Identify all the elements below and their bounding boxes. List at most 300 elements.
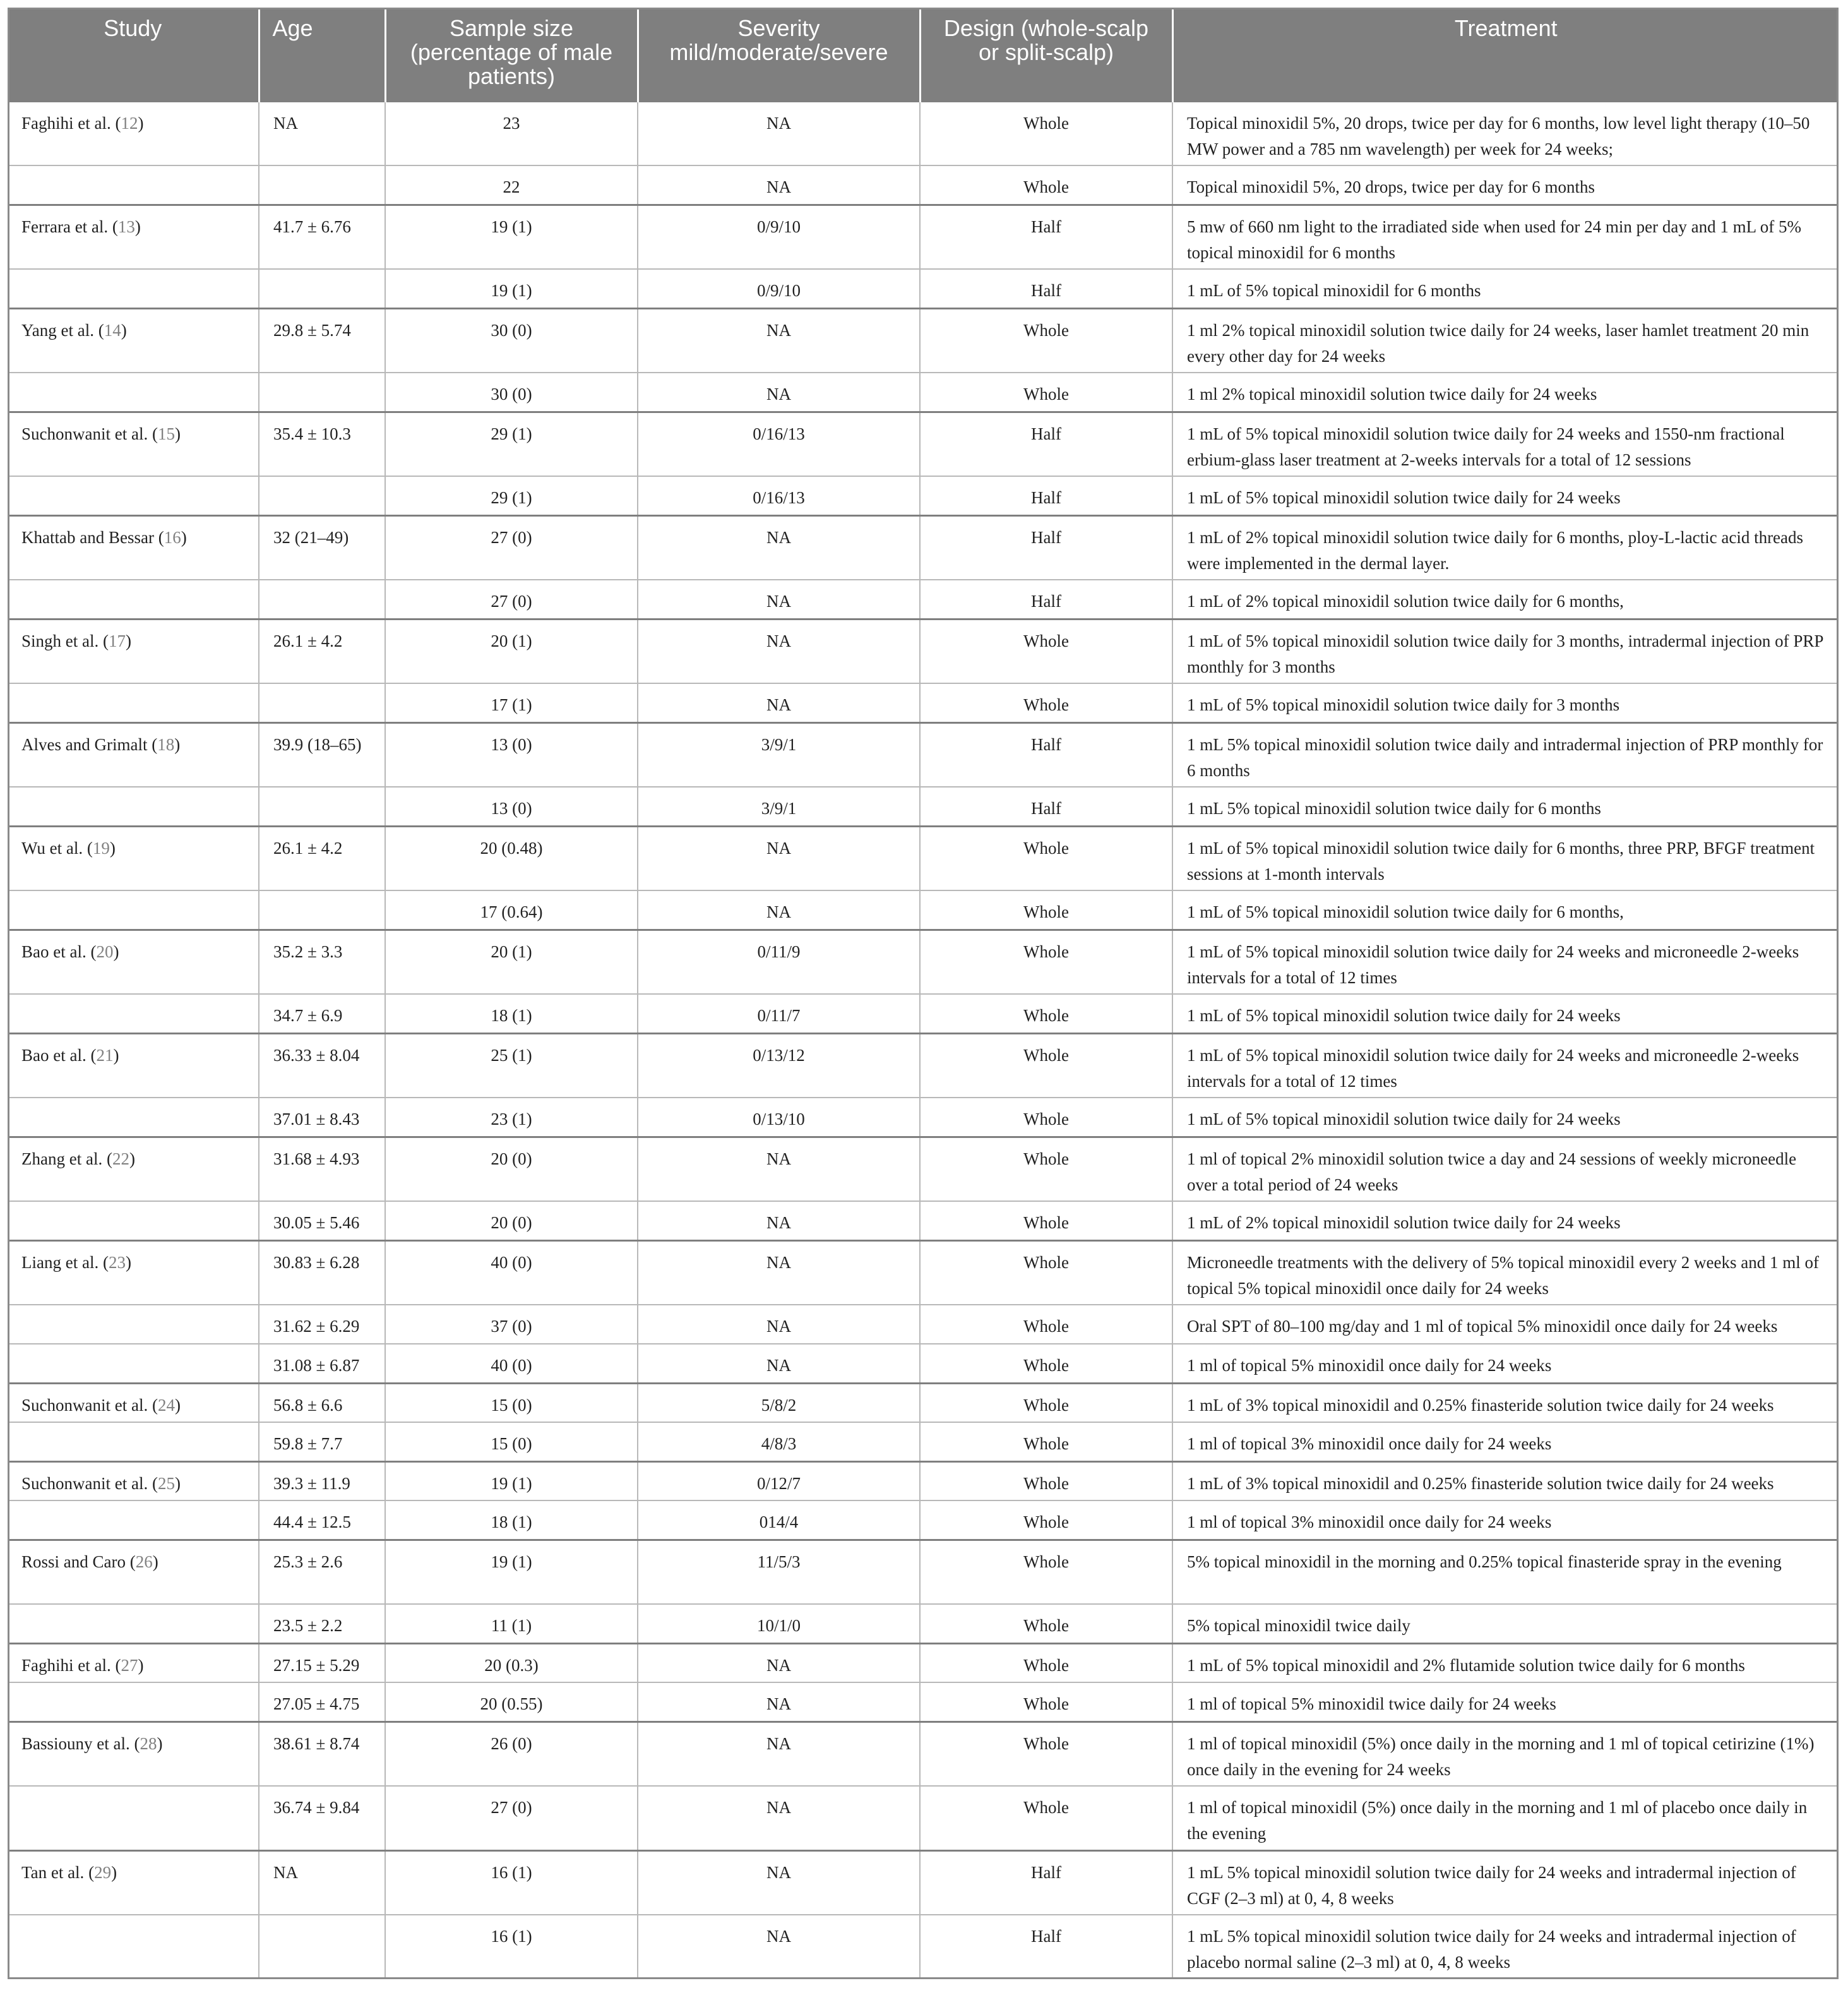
age-cell: 25.3 ± 2.6 xyxy=(259,1540,385,1604)
sample-size-cell: 19 (1) xyxy=(385,269,638,308)
age-cell: 36.74 ± 9.84 xyxy=(259,1786,385,1850)
sample-size-cell: 15 (0) xyxy=(385,1383,638,1422)
study-cell: Liang et al. (23) xyxy=(8,1240,259,1305)
age-cell: 36.33 ± 8.04 xyxy=(259,1033,385,1098)
table-row xyxy=(8,1344,1839,1383)
reference-link[interactable]: 27 xyxy=(121,1655,138,1675)
study-cell xyxy=(8,683,259,722)
age-cell: NA xyxy=(259,101,385,165)
table-row xyxy=(8,1682,1839,1722)
age-cell: 26.1 ± 4.2 xyxy=(259,826,385,890)
age-cell: 29.8 ± 5.74 xyxy=(259,308,385,373)
table-row xyxy=(8,930,1839,994)
design-cell: Whole xyxy=(920,1201,1172,1240)
sample-size-cell: 22 xyxy=(385,165,638,205)
severity-cell: 4/8/3 xyxy=(638,1422,920,1461)
treatment-cell: Microneedle treatments with the delivery of 5% topical minoxidil every 2 weeks and 1 ml of topical 5% topical minoxidil once daily for 24 weeks xyxy=(1172,1240,1839,1305)
study-cell xyxy=(8,1786,259,1850)
severity-cell: NA xyxy=(638,890,920,930)
age-cell: 27.05 ± 4.75 xyxy=(259,1682,385,1722)
sample-size-cell: 20 (1) xyxy=(385,619,638,683)
sample-size-cell: 27 (0) xyxy=(385,1786,638,1850)
study-cell xyxy=(8,1422,259,1461)
sample-size-cell: 23 xyxy=(385,101,638,165)
study-cell: Bao et al. (21) xyxy=(8,1033,259,1098)
table-row xyxy=(8,722,1839,787)
study-cell: Alves and Grimalt (18) xyxy=(8,722,259,787)
severity-cell: NA xyxy=(638,619,920,683)
design-cell: Whole xyxy=(920,101,1172,165)
severity-cell: NA xyxy=(638,1240,920,1305)
treatment-cell: 1 mL 5% topical minoxidil solution twice daily for 6 months xyxy=(1172,787,1839,826)
severity-cell: NA xyxy=(638,1344,920,1383)
age-cell: 31.62 ± 6.29 xyxy=(259,1305,385,1344)
severity-cell: NA xyxy=(638,373,920,412)
severity-cell: 014/4 xyxy=(638,1500,920,1540)
age-cell xyxy=(259,476,385,515)
table-row xyxy=(8,1098,1839,1137)
severity-cell: NA xyxy=(638,683,920,722)
age-cell: 38.61 ± 8.74 xyxy=(259,1722,385,1786)
treatment-cell: 1 mL of 5% topical minoxidil and 2% flutamide solution twice daily for 6 months xyxy=(1172,1643,1839,1682)
age-cell: 27.15 ± 5.29 xyxy=(259,1643,385,1682)
treatment-cell: 1 ml of topical 3% minoxidil once daily for 24 weeks xyxy=(1172,1500,1839,1540)
table-row xyxy=(8,1201,1839,1240)
sample-size-cell: 19 (1) xyxy=(385,205,638,269)
study-name: Suchonwanit et al. xyxy=(21,1395,148,1415)
design-cell: Whole xyxy=(920,1786,1172,1850)
age-cell: 41.7 ± 6.76 xyxy=(259,205,385,269)
study-cell xyxy=(8,1098,259,1137)
severity-cell: 0/11/7 xyxy=(638,994,920,1033)
treatment-cell: 1 mL of 5% topical minoxidil solution twice daily for 24 weeks xyxy=(1172,476,1839,515)
study-name: Khattab and Bessar xyxy=(21,527,154,547)
table-header xyxy=(8,8,1839,101)
study-name: Faghihi et al. xyxy=(21,113,111,133)
design-cell: Whole xyxy=(920,930,1172,994)
sample-size-cell: 26 (0) xyxy=(385,1722,638,1786)
reference-link[interactable]: 24 xyxy=(157,1395,175,1415)
severity-cell: NA xyxy=(638,1850,920,1915)
table-row xyxy=(8,890,1839,930)
design-cell: Half xyxy=(920,1850,1172,1915)
severity-cell: NA xyxy=(638,308,920,373)
treatment-cell: 1 mL of 3% topical minoxidil and 0.25% finasteride solution twice daily for 24 weeks xyxy=(1172,1461,1839,1500)
age-cell xyxy=(259,1915,385,1979)
reference-link[interactable]: 15 xyxy=(157,424,175,443)
study-cell: Singh et al. (17) xyxy=(8,619,259,683)
sample-size-cell: 40 (0) xyxy=(385,1240,638,1305)
age-cell: 59.8 ± 7.7 xyxy=(259,1422,385,1461)
table-row xyxy=(8,515,1839,580)
study-name: Suchonwanit et al. xyxy=(21,1473,148,1493)
study-cell: Wu et al. (19) xyxy=(8,826,259,890)
table-row xyxy=(8,619,1839,683)
sample-size-cell: 18 (1) xyxy=(385,994,638,1033)
design-cell: Whole xyxy=(920,1540,1172,1604)
reference-link[interactable]: 23 xyxy=(108,1252,126,1272)
design-cell: Whole xyxy=(920,1137,1172,1201)
header-sample-size: Sample size (percentage of male patients) xyxy=(385,8,638,101)
severity-cell: 0/13/10 xyxy=(638,1098,920,1137)
treatment-cell: Topical minoxidil 5%, 20 drops, twice per day for 6 months, low level light therapy (10–50 MW power and a 785 nm wavelength) per week for 24 weeks; xyxy=(1172,101,1839,165)
age-cell xyxy=(259,580,385,619)
severity-cell: 3/9/1 xyxy=(638,787,920,826)
age-cell xyxy=(259,373,385,412)
severity-cell: 0/11/9 xyxy=(638,930,920,994)
reference-link[interactable]: 25 xyxy=(157,1473,175,1493)
age-cell: 35.4 ± 10.3 xyxy=(259,412,385,476)
treatment-cell: 1 ml of topical 2% minoxidil solution twice a day and 24 sessions of weekly microneedle over a total period of 24 weeks xyxy=(1172,1137,1839,1201)
treatment-cell: 1 ml of topical 5% minoxidil once daily for 24 weeks xyxy=(1172,1344,1839,1383)
design-cell: Whole xyxy=(920,994,1172,1033)
treatment-cell: Oral SPT of 80–100 mg/day and 1 ml of topical 5% minoxidil once daily for 24 weeks xyxy=(1172,1305,1839,1344)
table-row xyxy=(8,1461,1839,1500)
treatment-cell: 1 ml of topical minoxidil (5%) once daily in the morning and 1 ml of placebo once daily in the evening xyxy=(1172,1786,1839,1850)
sample-size-cell: 30 (0) xyxy=(385,308,638,373)
treatment-cell: 1 mL of 3% topical minoxidil and 0.25% finasteride solution twice daily for 24 weeks xyxy=(1172,1383,1839,1422)
sample-size-cell: 20 (0.55) xyxy=(385,1682,638,1722)
design-cell: Whole xyxy=(920,1240,1172,1305)
severity-cell: NA xyxy=(638,1137,920,1201)
severity-cell: 0/16/13 xyxy=(638,412,920,476)
study-cell xyxy=(8,269,259,308)
study-cell: Zhang et al. (22) xyxy=(8,1137,259,1201)
sample-size-cell: 15 (0) xyxy=(385,1422,638,1461)
table-row xyxy=(8,165,1839,205)
sample-size-cell: 16 (1) xyxy=(385,1850,638,1915)
sample-size-cell: 29 (1) xyxy=(385,476,638,515)
studies-table xyxy=(8,8,1839,1979)
reference-link[interactable]: 19 xyxy=(92,838,110,858)
study-name: Wu et al. xyxy=(21,838,83,858)
design-cell: Whole xyxy=(920,165,1172,205)
sample-size-cell: 20 (0) xyxy=(385,1201,638,1240)
study-name: Suchonwanit et al. xyxy=(21,424,148,443)
table-row xyxy=(8,1305,1839,1344)
severity-cell: 0/12/7 xyxy=(638,1461,920,1500)
treatment-cell: 1 mL of 5% topical minoxidil solution twice daily for 3 months xyxy=(1172,683,1839,722)
design-cell: Half xyxy=(920,476,1172,515)
severity-cell: NA xyxy=(638,1201,920,1240)
treatment-cell: 1 mL of 5% topical minoxidil solution twice daily for 24 weeks xyxy=(1172,1098,1839,1137)
table-row xyxy=(8,1500,1839,1540)
sample-size-cell: 20 (0.48) xyxy=(385,826,638,890)
design-cell: Whole xyxy=(920,1722,1172,1786)
sample-size-cell: 25 (1) xyxy=(385,1033,638,1098)
table-row xyxy=(8,580,1839,619)
treatment-cell: 1 mL of 5% topical minoxidil solution twice daily for 24 weeks and microneedle 2-weeks intervals for a total of 12 times xyxy=(1172,930,1839,994)
sample-size-cell: 27 (0) xyxy=(385,580,638,619)
design-cell: Whole xyxy=(920,1098,1172,1137)
severity-cell: 3/9/1 xyxy=(638,722,920,787)
study-cell: Yang et al. (14) xyxy=(8,308,259,373)
study-cell xyxy=(8,1344,259,1383)
age-cell: 31.68 ± 4.93 xyxy=(259,1137,385,1201)
treatment-cell: 1 mL 5% topical minoxidil solution twice daily for 24 weeks and intradermal injection of CGF (2–3 ml) at 0, 4, 8 weeks xyxy=(1172,1850,1839,1915)
age-cell: 23.5 ± 2.2 xyxy=(259,1604,385,1643)
age-cell: 35.2 ± 3.3 xyxy=(259,930,385,994)
design-cell: Half xyxy=(920,269,1172,308)
study-name: Alves and Grimalt xyxy=(21,734,148,754)
design-cell: Half xyxy=(920,580,1172,619)
design-cell: Half xyxy=(920,412,1172,476)
treatment-cell: 1 mL of 2% topical minoxidil solution twice daily for 24 weeks xyxy=(1172,1201,1839,1240)
design-cell: Whole xyxy=(920,1461,1172,1500)
severity-cell: NA xyxy=(638,1682,920,1722)
study-cell xyxy=(8,373,259,412)
design-cell: Whole xyxy=(920,1383,1172,1422)
design-cell: Whole xyxy=(920,373,1172,412)
reference-link[interactable]: 28 xyxy=(140,1734,157,1753)
table-body xyxy=(8,101,1839,1979)
table-row xyxy=(8,1540,1839,1604)
design-cell: Whole xyxy=(920,619,1172,683)
table-row xyxy=(8,994,1839,1033)
age-cell: 30.05 ± 5.46 xyxy=(259,1201,385,1240)
age-cell: 32 (21–49) xyxy=(259,515,385,580)
treatment-cell: 1 ml of topical 5% minoxidil twice daily for 24 weeks xyxy=(1172,1682,1839,1722)
age-cell: 34.7 ± 6.9 xyxy=(259,994,385,1033)
design-cell: Whole xyxy=(920,1500,1172,1540)
severity-cell: 0/16/13 xyxy=(638,476,920,515)
study-name: Rossi and Caro xyxy=(21,1552,126,1571)
severity-cell: NA xyxy=(638,1305,920,1344)
treatment-cell: 1 mL 5% topical minoxidil solution twice daily for 24 weeks and intradermal injection of placebo normal saline (2–3 ml) at 0, 4, 8 weeks xyxy=(1172,1915,1839,1979)
reference-link[interactable]: 20 xyxy=(96,942,114,961)
sample-size-cell: 20 (0.3) xyxy=(385,1643,638,1682)
header-design: Design (whole-scalp or split-scalp) xyxy=(920,8,1172,101)
study-cell: Bao et al. (20) xyxy=(8,930,259,994)
table-row xyxy=(8,476,1839,515)
study-cell xyxy=(8,1500,259,1540)
treatment-cell: 1 mL of 5% topical minoxidil solution twice daily for 6 months, xyxy=(1172,890,1839,930)
sample-size-cell: 11 (1) xyxy=(385,1604,638,1643)
table-row xyxy=(8,1422,1839,1461)
study-cell: Faghihi et al. (27) xyxy=(8,1643,259,1682)
study-name: Singh et al. xyxy=(21,631,99,650)
reference-link[interactable]: 18 xyxy=(157,734,175,754)
study-cell xyxy=(8,787,259,826)
sample-size-cell: 40 (0) xyxy=(385,1344,638,1383)
age-cell: 39.3 ± 11.9 xyxy=(259,1461,385,1500)
design-cell: Whole xyxy=(920,890,1172,930)
severity-cell: NA xyxy=(638,1786,920,1850)
table-row xyxy=(8,269,1839,308)
reference-link[interactable]: 21 xyxy=(96,1045,114,1065)
table-row xyxy=(8,683,1839,722)
sample-size-cell: 18 (1) xyxy=(385,1500,638,1540)
severity-cell: NA xyxy=(638,101,920,165)
treatment-cell: 1 mL of 2% topical minoxidil solution twice daily for 6 months, xyxy=(1172,580,1839,619)
design-cell: Whole xyxy=(920,1033,1172,1098)
study-cell: Suchonwanit et al. (25) xyxy=(8,1461,259,1500)
reference-link[interactable]: 26 xyxy=(135,1552,153,1571)
study-name: Zhang et al. xyxy=(21,1149,103,1168)
header-treatment: Treatment xyxy=(1172,8,1839,101)
treatment-cell: 1 mL of 5% topical minoxidil solution twice daily for 24 weeks xyxy=(1172,994,1839,1033)
age-cell xyxy=(259,165,385,205)
sample-size-cell: 19 (1) xyxy=(385,1540,638,1604)
sample-size-cell: 27 (0) xyxy=(385,515,638,580)
treatment-cell: 5% topical minoxidil in the morning and 0.25% topical finasteride spray in the evening xyxy=(1172,1540,1839,1604)
design-cell: Whole xyxy=(920,1422,1172,1461)
age-cell: 30.83 ± 6.28 xyxy=(259,1240,385,1305)
severity-cell: 10/1/0 xyxy=(638,1604,920,1643)
severity-cell: 0/9/10 xyxy=(638,269,920,308)
table-row xyxy=(8,1643,1839,1682)
severity-cell: 0/9/10 xyxy=(638,205,920,269)
reference-link[interactable]: 22 xyxy=(112,1149,129,1168)
severity-cell: NA xyxy=(638,515,920,580)
severity-cell: NA xyxy=(638,1722,920,1786)
treatment-cell: 1 mL of 2% topical minoxidil solution twice daily for 6 months, ploy-L-lactic acid threads were implemented in the dermal layer. xyxy=(1172,515,1839,580)
design-cell: Half xyxy=(920,205,1172,269)
table-row xyxy=(8,1383,1839,1422)
table-row xyxy=(8,101,1839,165)
study-cell xyxy=(8,476,259,515)
table-row xyxy=(8,1033,1839,1098)
study-cell: Faghihi et al. (12) xyxy=(8,101,259,165)
sample-size-cell: 17 (1) xyxy=(385,683,638,722)
design-cell: Whole xyxy=(920,1305,1172,1344)
design-cell: Half xyxy=(920,1915,1172,1979)
treatment-cell: 1 mL of 5% topical minoxidil solution twice daily for 6 months, three PRP, BFGF treatment sessions at 1-month intervals xyxy=(1172,826,1839,890)
study-cell: Bassiouny et al. (28) xyxy=(8,1722,259,1786)
age-cell: 31.08 ± 6.87 xyxy=(259,1344,385,1383)
age-cell: NA xyxy=(259,1850,385,1915)
table-row xyxy=(8,1240,1839,1305)
design-cell: Whole xyxy=(920,826,1172,890)
treatment-cell: 1 mL 5% topical minoxidil solution twice daily and intradermal injection of PRP monthly for 6 months xyxy=(1172,722,1839,787)
severity-cell: NA xyxy=(638,1915,920,1979)
design-cell: Half xyxy=(920,515,1172,580)
design-cell: Half xyxy=(920,787,1172,826)
study-cell xyxy=(8,994,259,1033)
table-row xyxy=(8,412,1839,476)
header-severity: Severity mild/moderate/severe xyxy=(638,8,920,101)
sample-size-cell: 17 (0.64) xyxy=(385,890,638,930)
study-cell xyxy=(8,165,259,205)
treatment-cell: 1 ml 2% topical minoxidil solution twice daily for 24 weeks, laser hamlet treatment 20 min every other day for 24 weeks xyxy=(1172,308,1839,373)
sample-size-cell: 19 (1) xyxy=(385,1461,638,1500)
age-cell xyxy=(259,683,385,722)
table-row xyxy=(8,1722,1839,1786)
study-cell xyxy=(8,1682,259,1722)
severity-cell: NA xyxy=(638,580,920,619)
table-row xyxy=(8,1604,1839,1643)
sample-size-cell: 20 (1) xyxy=(385,930,638,994)
age-cell: 56.8 ± 6.6 xyxy=(259,1383,385,1422)
table-row xyxy=(8,1915,1839,1979)
header-study: Study xyxy=(8,8,259,101)
treatment-cell: 1 mL of 5% topical minoxidil solution twice daily for 3 months, intradermal injection of PRP monthly for 3 months xyxy=(1172,619,1839,683)
study-cell: Tan et al. (29) xyxy=(8,1850,259,1915)
table-row xyxy=(8,373,1839,412)
study-cell xyxy=(8,1201,259,1240)
study-name: Tan et al. xyxy=(21,1862,85,1882)
studies-table-container xyxy=(8,8,1839,1979)
age-cell: 44.4 ± 12.5 xyxy=(259,1500,385,1540)
sample-size-cell: 13 (0) xyxy=(385,787,638,826)
treatment-cell: Topical minoxidil 5%, 20 drops, twice per day for 6 months xyxy=(1172,165,1839,205)
sample-size-cell: 20 (0) xyxy=(385,1137,638,1201)
treatment-cell: 1 mL of 5% topical minoxidil solution twice daily for 24 weeks and 1550-nm fractional erbium-glass laser treatment at 2-weeks intervals for a total of 12 sessions xyxy=(1172,412,1839,476)
design-cell: Whole xyxy=(920,1604,1172,1643)
treatment-cell: 1 mL of 5% topical minoxidil for 6 months xyxy=(1172,269,1839,308)
design-cell: Whole xyxy=(920,1682,1172,1722)
study-cell xyxy=(8,1915,259,1979)
table-row xyxy=(8,205,1839,269)
treatment-cell: 1 mL of 5% topical minoxidil solution twice daily for 24 weeks and microneedle 2-weeks intervals for a total of 12 times xyxy=(1172,1033,1839,1098)
age-cell xyxy=(259,890,385,930)
study-name: Bao et al. xyxy=(21,1045,86,1065)
age-cell: 37.01 ± 8.43 xyxy=(259,1098,385,1137)
reference-link[interactable]: 17 xyxy=(109,631,126,650)
design-cell: Whole xyxy=(920,1643,1172,1682)
treatment-cell: 5% topical minoxidil twice daily xyxy=(1172,1604,1839,1643)
design-cell: Whole xyxy=(920,1344,1172,1383)
reference-link[interactable]: 29 xyxy=(94,1862,112,1882)
severity-cell: 11/5/3 xyxy=(638,1540,920,1604)
study-name: Faghihi et al. xyxy=(21,1655,111,1675)
study-cell: Suchonwanit et al. (24) xyxy=(8,1383,259,1422)
sample-size-cell: 30 (0) xyxy=(385,373,638,412)
study-cell xyxy=(8,890,259,930)
sample-size-cell: 13 (0) xyxy=(385,722,638,787)
design-cell: Whole xyxy=(920,308,1172,373)
study-name: Liang et al. xyxy=(21,1252,99,1272)
sample-size-cell: 29 (1) xyxy=(385,412,638,476)
study-cell: Suchonwanit et al. (15) xyxy=(8,412,259,476)
severity-cell: NA xyxy=(638,1643,920,1682)
study-cell: Rossi and Caro (26) xyxy=(8,1540,259,1604)
treatment-cell: 1 ml 2% topical minoxidil solution twice daily for 24 weeks xyxy=(1172,373,1839,412)
table-row xyxy=(8,308,1839,373)
age-cell: 39.9 (18–65) xyxy=(259,722,385,787)
reference-link[interactable]: 16 xyxy=(164,527,181,547)
study-cell xyxy=(8,1305,259,1344)
treatment-cell: 1 ml of topical 3% minoxidil once daily for 24 weeks xyxy=(1172,1422,1839,1461)
study-cell: Ferrara et al. (13) xyxy=(8,205,259,269)
treatment-cell: 1 ml of topical minoxidil (5%) once daily in the morning and 1 ml of topical cetirizine (1%) once daily in the evening for 24 weeks xyxy=(1172,1722,1839,1786)
design-cell: Whole xyxy=(920,683,1172,722)
severity-cell: NA xyxy=(638,826,920,890)
age-cell xyxy=(259,269,385,308)
study-cell xyxy=(8,580,259,619)
design-cell: Half xyxy=(920,722,1172,787)
age-cell: 26.1 ± 4.2 xyxy=(259,619,385,683)
reference-link[interactable]: 13 xyxy=(117,217,135,236)
header-age: Age xyxy=(259,8,385,101)
severity-cell: NA xyxy=(638,165,920,205)
table-row xyxy=(8,1850,1839,1915)
severity-cell: 5/8/2 xyxy=(638,1383,920,1422)
study-name: Bassiouny et al. xyxy=(21,1734,130,1753)
table-row xyxy=(8,1786,1839,1850)
study-name: Ferrara et al. xyxy=(21,217,109,236)
reference-link[interactable]: 14 xyxy=(104,320,121,340)
reference-link[interactable]: 12 xyxy=(121,113,138,133)
treatment-cell: 5 mw of 660 nm light to the irradiated side when used for 24 min per day and 1 mL of 5% topical minoxidil for 6 months xyxy=(1172,205,1839,269)
table-row xyxy=(8,826,1839,890)
study-cell: Khattab and Bessar (16) xyxy=(8,515,259,580)
severity-cell: 0/13/12 xyxy=(638,1033,920,1098)
study-name: Bao et al. xyxy=(21,942,86,961)
sample-size-cell: 23 (1) xyxy=(385,1098,638,1137)
table-row xyxy=(8,1137,1839,1201)
table-row xyxy=(8,787,1839,826)
